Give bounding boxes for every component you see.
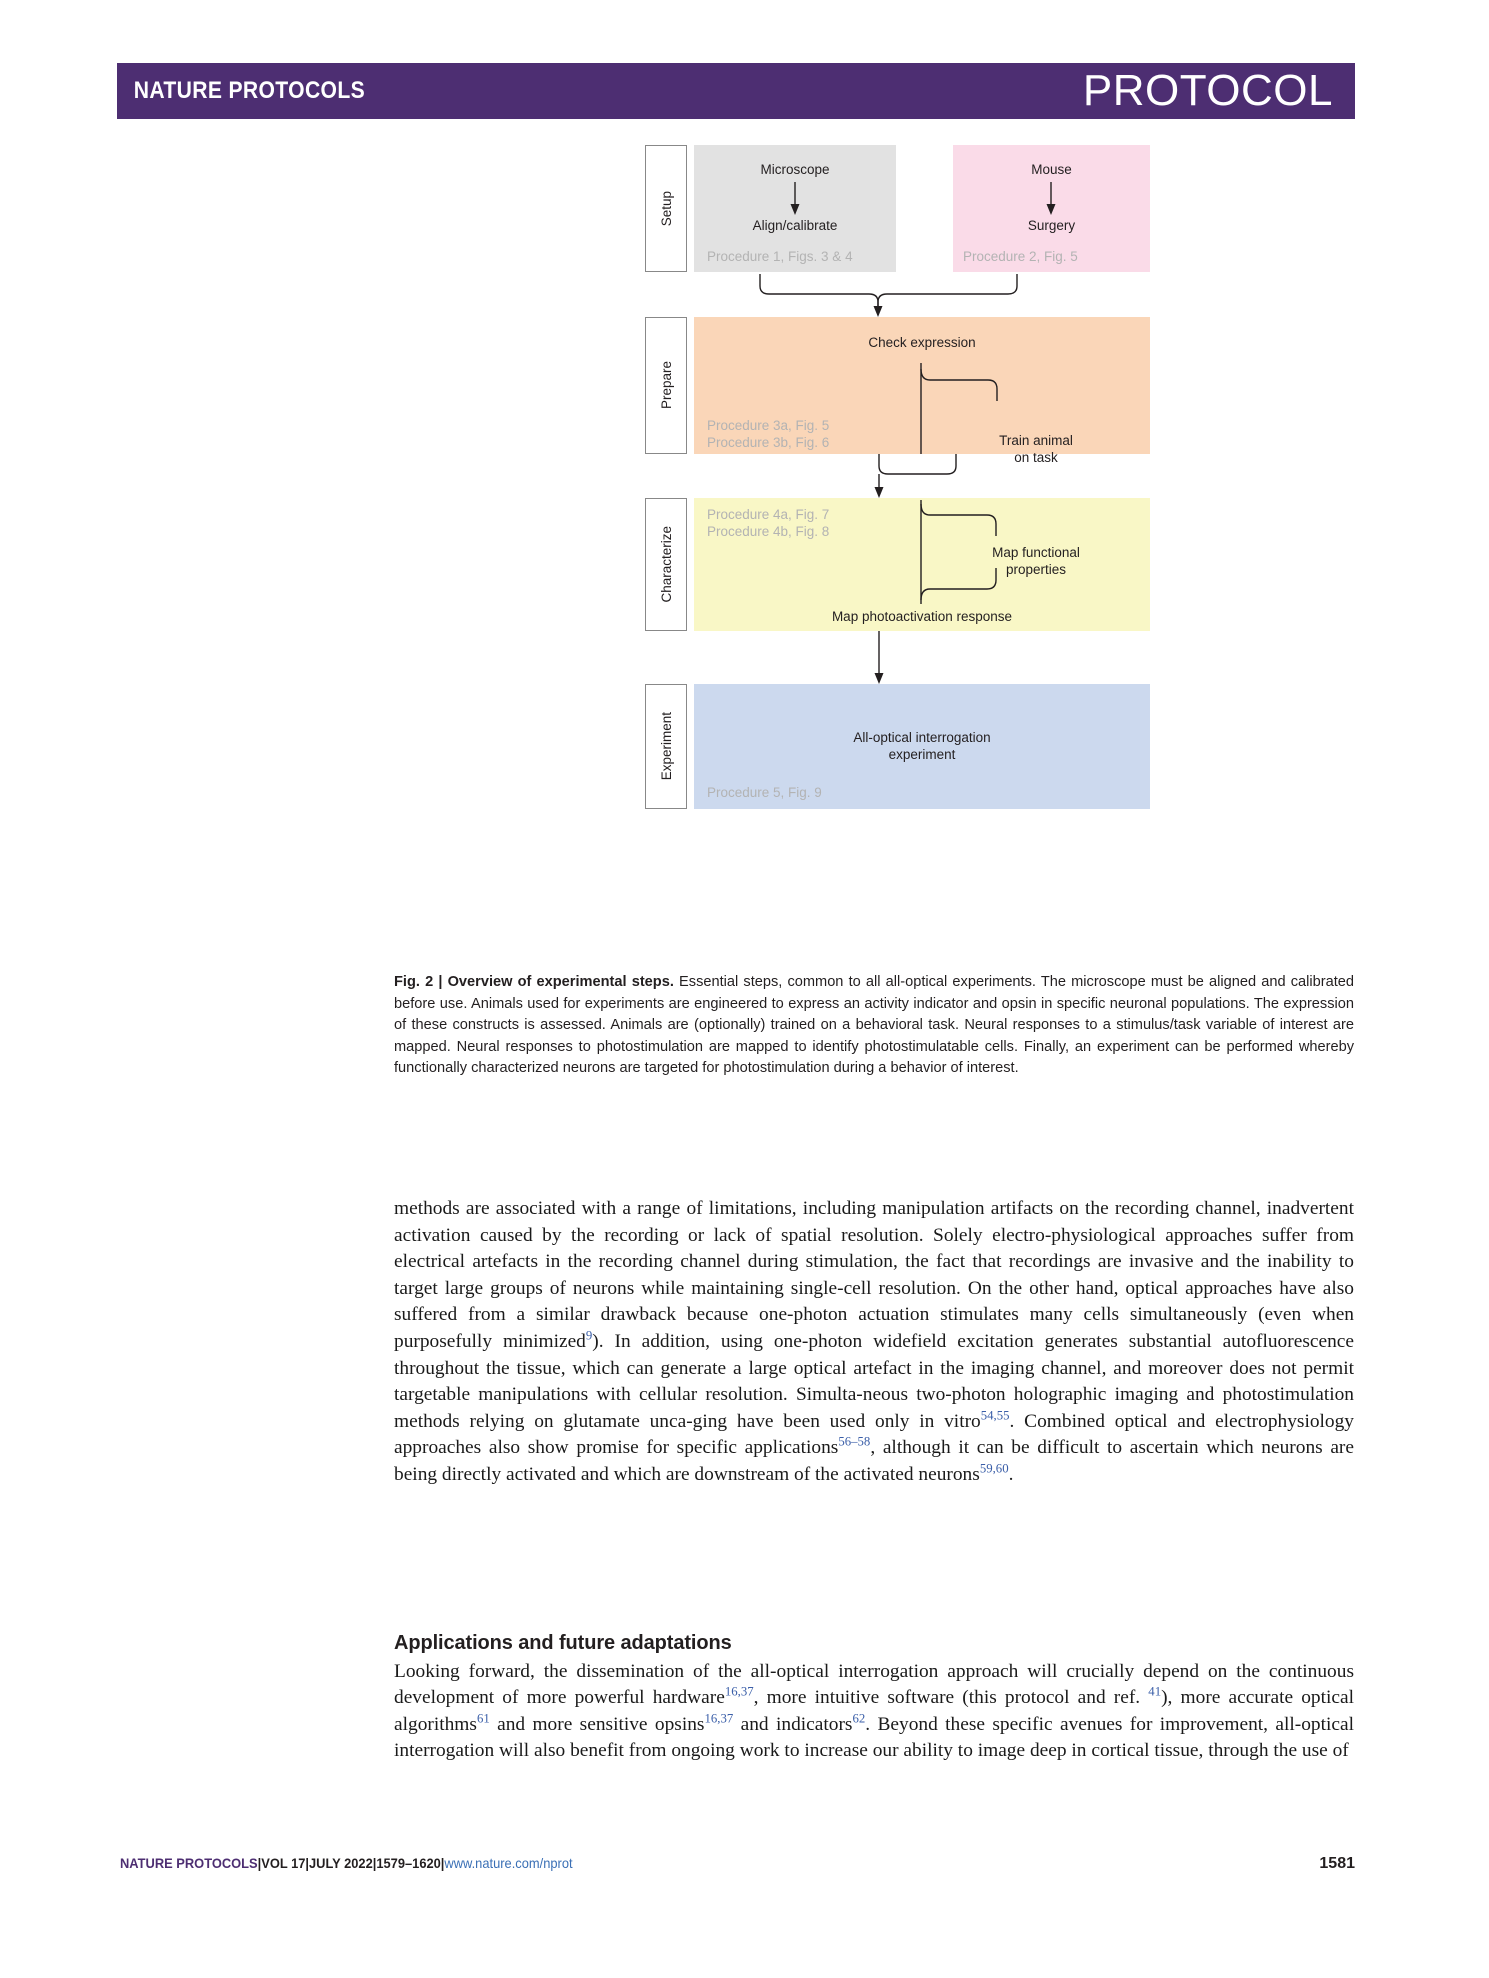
page-number: 1581: [1319, 1855, 1355, 1872]
characterize-box: [694, 498, 1150, 631]
figure-2-caption: [394, 972, 1354, 1080]
connector-setup-to-prepare: [645, 272, 1115, 317]
row-label-characterize-text: Characterize: [658, 526, 674, 603]
node-all-optical-line2: experiment: [888, 747, 956, 762]
procedure-label-4a: Procedure 4a, Fig. 7: [707, 507, 830, 522]
row-label-experiment-text: Experiment: [658, 712, 674, 781]
node-train-animal: [922, 432, 1150, 466]
citation-62[interactable]: 62: [852, 1711, 866, 1726]
para2-segment-a: Looking forward, the dissemination of the all-optical interrogation approach will crucially depend on the continuous development of more powerful hardware: [394, 1660, 1354, 1709]
citation-54-55[interactable]: 54,55: [980, 1408, 1010, 1423]
footer-volume-info: |VOL 17|JULY 2022|1579–1620|: [257, 1855, 445, 1871]
para2-segment-f: . Beyond these specific avenues for improvement, all-optical interrogation will also benefit from ongoing work to increase our ability to image deep in cortical tissue, through the use of: [394, 1713, 1354, 1762]
page-footer: [120, 1855, 1355, 1873]
connector-characterize-to-experiment: [645, 631, 1115, 684]
citation-16-37-a[interactable]: 16,37: [724, 1684, 754, 1699]
procedure-label-2: Procedure 2, Fig. 5: [963, 249, 1078, 264]
body-paragraph-1: [394, 1196, 1354, 1489]
node-all-optical-experiment: [694, 729, 1150, 763]
node-map-functional-line1: Map functional: [992, 545, 1080, 560]
procedure-label-4b: Procedure 4b, Fig. 8: [707, 524, 830, 539]
experiment-box: [694, 684, 1150, 809]
section-applications: [394, 1630, 1354, 1765]
page-header-bar: [117, 63, 1355, 119]
citation-59-60[interactable]: 59,60: [979, 1461, 1009, 1476]
figure-caption-text: Essential steps, common to all all-optical experiments. The microscope must be aligned and calibrated before use. Animals used for experiments are engineered to express an activity indicator and opsin in specific neuronal populations. The expression of these constructs is assessed. Animals are (optionally) trained on a behavioral task. Neural responses to a stimulus/task variable of interest are mapped. Neural responses to photostimulation are mapped to identify photostimulatable cells. Finally, an experiment can be performed whereby functionally characterized neurons are targeted for photostimulation during a behavior of interest.: [394, 974, 1355, 1076]
figure-row-experiment: [645, 684, 1115, 809]
row-label-characterize: [645, 498, 687, 631]
node-check-expression: Check expression: [868, 335, 976, 350]
setup-mouse-box: [953, 145, 1150, 272]
para2-segment-d: and more sensitive opsins: [489, 1713, 705, 1735]
para1-segment-d: , although it can be difficult to ascertain which neurons are being directly activated and which are downstream of the activated neurons: [394, 1437, 1354, 1485]
para1-segment-c: . Combined optical and electrophysiology approaches also show promise for specific applications: [394, 1410, 1355, 1459]
citation-56-58[interactable]: 56–58: [838, 1434, 871, 1449]
node-train-animal-line1: Train animal: [999, 433, 1073, 448]
figure-caption-label: Fig. 2 | Overview of experimental steps.: [394, 974, 674, 990]
para1-segment-a: methods are associated with a range of limitations, including manipulation artifacts on the recording channel, inadvertent activation caused by the recording or lack of spatial resolution. Solely electro-physiological approaches suffer from electrical artefacts in the recording channel during stimulation, the fact that recordings are invasive and the inability to target large groups of neurons while maintaining single-cell resolution. On the other hand, optical approaches have also suffered from a similar drawback because one-photon actuation stimulates many cells simultaneously (even when purposefully minimized: [394, 1198, 1354, 1352]
node-map-functional-properties: [922, 544, 1150, 578]
prepare-box: [694, 317, 1150, 465]
para2-segment-b: , more intuitive software (this protocol and ref.: [753, 1687, 1149, 1709]
setup-microscope-box: [694, 145, 896, 272]
node-microscope: Microscope: [760, 162, 830, 177]
footer-journal-name: NATURE PROTOCOLS: [120, 1855, 258, 1871]
node-surgery: Surgery: [1027, 218, 1076, 233]
paragraph-limitations: [394, 1196, 1354, 1489]
citation-61[interactable]: 61: [476, 1711, 490, 1726]
footer-url-link[interactable]: www.nature.com/nprot: [444, 1855, 573, 1871]
citation-9[interactable]: 9: [585, 1328, 593, 1343]
section-heading-applications: Applications and future adaptations: [394, 1632, 732, 1654]
article-section-label: PROTOCOL: [1082, 66, 1333, 115]
node-align-calibrate: Align/calibrate: [752, 218, 838, 233]
procedure-label-5: Procedure 5, Fig. 9: [707, 785, 822, 800]
para1-segment-b: ). In addition, using one-photon widefield excitation generates substantial autofluorescence throughout the tissue, which can generate a large optical artefact in the imaging channel, and moreover does not permit targetable manipulations with cellular resolution. Simulta-neous two-photon holographic imaging and photostimulation methods relying on glutamate unca-ging have been used only in vitro: [394, 1330, 1354, 1432]
node-mouse: Mouse: [1031, 162, 1072, 177]
para2-segment-c: ), more accurate optical algorithms: [394, 1687, 1354, 1735]
procedure-label-1: Procedure 1, Figs. 3 & 4: [707, 249, 853, 264]
citation-41[interactable]: 41: [1148, 1684, 1162, 1699]
row-label-prepare-text: Prepare: [658, 361, 674, 410]
paragraph-applications: [394, 1659, 1354, 1765]
citation-16-37-b[interactable]: 16,37: [704, 1711, 734, 1726]
figure-2-flowchart: [645, 145, 1115, 809]
figure-row-prepare: [645, 317, 1115, 465]
node-train-animal-line2: on task: [1014, 450, 1058, 465]
para2-segment-e: and indicators: [733, 1713, 853, 1735]
journal-title: NATURE PROTOCOLS: [133, 77, 366, 104]
para1-segment-e: .: [1008, 1463, 1014, 1485]
procedure-label-3b: Procedure 3b, Fig. 6: [707, 435, 830, 450]
footer-citation-line: [120, 1855, 573, 1871]
node-map-photoactivation-response: Map photoactivation response: [831, 609, 1013, 624]
row-label-setup-text: Setup: [658, 190, 674, 227]
row-label-setup: [645, 145, 687, 272]
arrow-mouse-to-surgery: [953, 182, 1150, 217]
figure-row-characterize: [645, 498, 1115, 631]
row-label-prepare: [645, 317, 687, 454]
procedure-label-3a: Procedure 3a, Fig. 5: [707, 418, 830, 433]
node-map-functional-line2: properties: [1005, 562, 1067, 577]
figure-row-setup: [645, 145, 1115, 272]
arrow-microscope-to-align: [694, 182, 896, 217]
node-all-optical-line1: All-optical interrogation: [853, 730, 991, 745]
row-label-experiment: [645, 684, 687, 809]
